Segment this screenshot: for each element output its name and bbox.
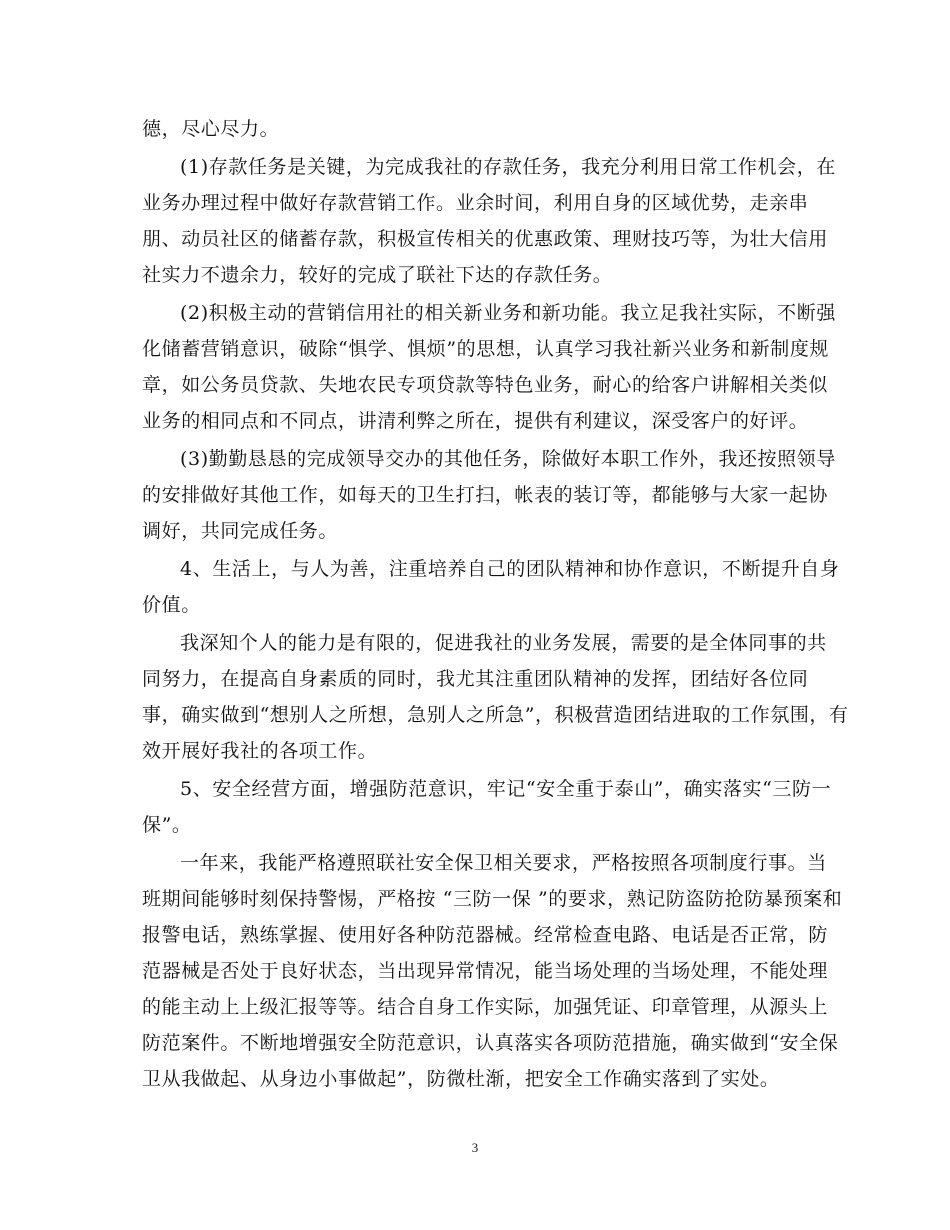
text-line: 社实力不遗余力，较好的完成了联社下达的存款任务。	[142, 264, 613, 286]
paragraph-first-line: 我深知个人的能力是有限的，促进我社的业务发展，需要的是全体同事的共	[180, 632, 827, 654]
text-line: 防范案件。不断地增强安全防范意识，认真落实各项防范措施，确实做到“安全保	[142, 1032, 839, 1054]
paragraph-first-line: 5、安全经营方面，增强防范意识，牢记“安全重于泰山”，确实落实“三防一	[180, 778, 832, 800]
paragraph-first-line: (2)积极主动的营销信用社的相关新业务和新功能。我立足我社实际，不断强	[180, 302, 836, 324]
text-line: 范器械是否处于良好状态，当出现异常情况，能当场处理的当场处理，不能处理	[142, 960, 829, 982]
text-line: 卫从我做起、从身边小事做起”，防微杜渐，把安全工作确实落到了实处。	[142, 1068, 780, 1090]
text-line: 效开展好我社的各项工作。	[142, 740, 378, 762]
text-line: 同努力，在提高自身素质的同时，我尤其注重团队精神的发挥，团结好各位同	[142, 668, 809, 690]
text-line: 业务办理过程中做好存款营销工作。业余时间，利用自身的区域优势，走亲串	[142, 192, 809, 214]
paragraph-first-line: 一年来，我能严格遵照联社安全保卫相关要求，严格按照各项制度行事。当	[180, 852, 827, 874]
text-line: 的能主动上上级汇报等等。结合自身工作实际，加强凭证、印章管理，从源头上	[142, 996, 829, 1018]
text-line: 调好，共同完成任务。	[142, 520, 339, 542]
text-line: 业务的相同点和不同点，讲清利弊之所在，提供有利建议，深受客户的好评。	[142, 410, 809, 432]
text-line: 事，确实做到“想别人之所想，急别人之所急”，积极营造团结进取的工作氛围，有	[142, 704, 849, 726]
page-number: 3	[471, 1140, 479, 1155]
paragraph-first-line: (3)勤勤恳恳的完成领导交办的其他任务，除做好本职工作外，我还按照领导	[180, 448, 836, 470]
text-line: 价值。	[142, 594, 201, 616]
text-line: 朋、动员社区的储蓄存款，积极宣传相关的优惠政策、理财技巧等，为壮大信用	[142, 228, 829, 250]
text-line: 化储蓄营销意识，破除“惧学、惧烦”的思想，认真学习我社新兴业务和新制度规	[142, 338, 830, 360]
paragraph-first-line: 4、生活上，与人为善，注重培养自己的团队精神和协作意识，不断提升自身	[180, 558, 840, 580]
text-line: 章，如公务员贷款、失地农民专项贷款等特色业务，耐心的给客户讲解相关类似	[142, 374, 829, 396]
text-line: 的安排做好其他工作，如每天的卫生打扫，帐表的装订等，都能够与大家一起协	[142, 484, 829, 506]
text-line: 报警电话，熟练掌握、使用好各种防范器械。经常检查电路、电话是否正常，防	[142, 924, 829, 946]
text-line: 班期间能够时刻保持警惕，严格按 “三防一保 ”的要求，熟记防盗防抢防暴预案和	[142, 888, 843, 910]
paragraph-first-line: (1)存款任务是关键，为完成我社的存款任务，我充分利用日常工作机会，在	[180, 156, 836, 178]
text-line: 保”。	[142, 814, 192, 836]
text-line: 德，尽心尽力。	[142, 118, 280, 140]
